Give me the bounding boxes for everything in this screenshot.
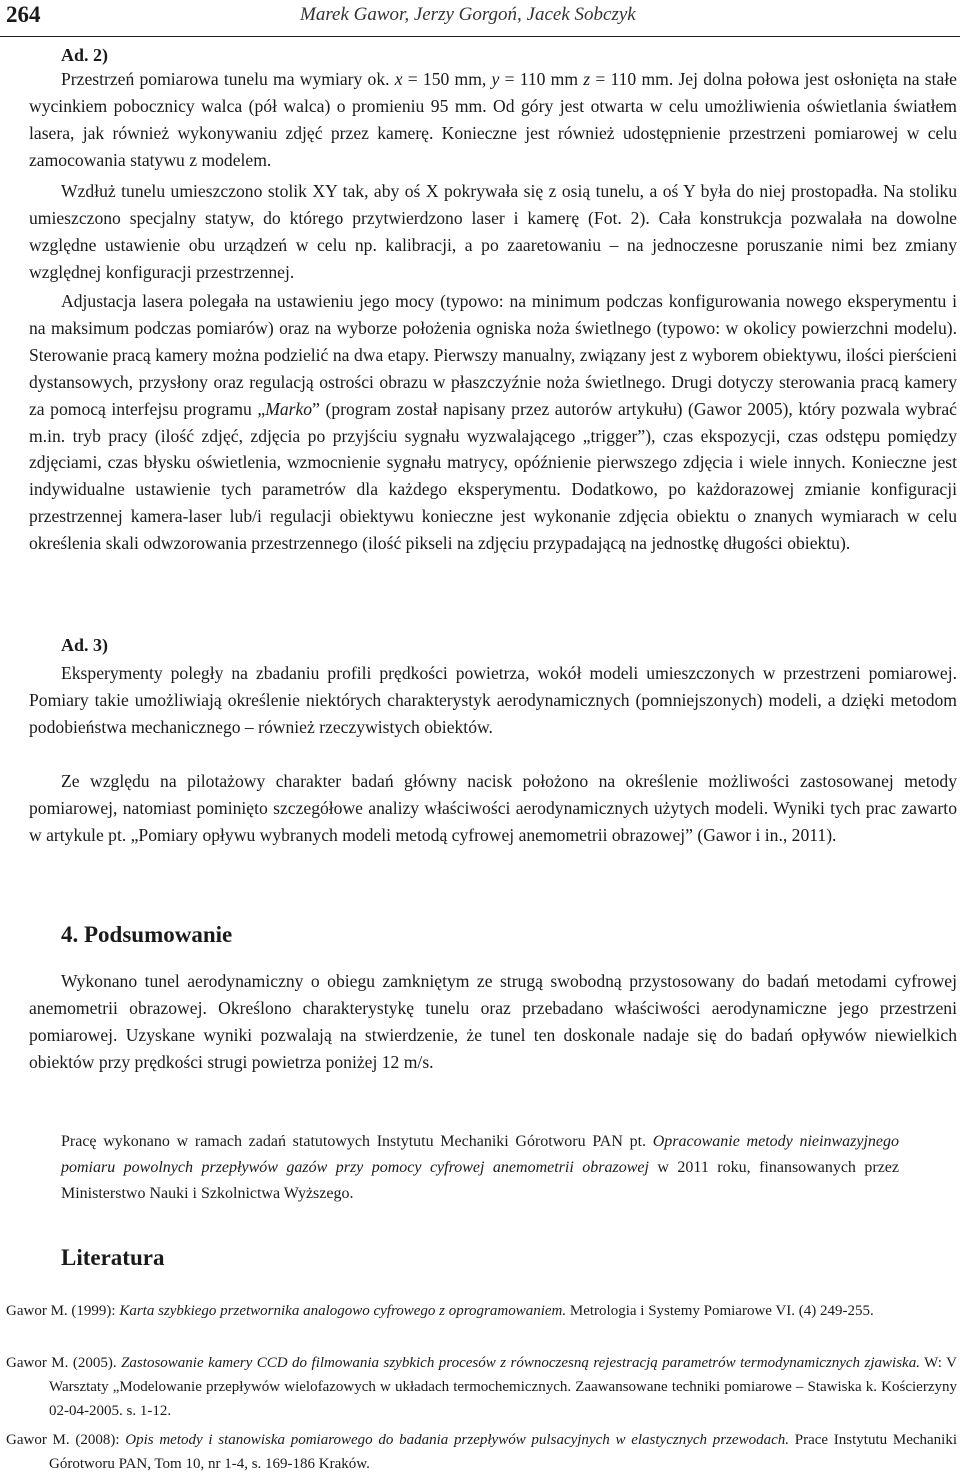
page-number: 264: [6, 2, 41, 27]
page-header: [0, 0, 960, 38]
reference-item: Gawor M. (1999): Karta szybkiego przetwornika analogowo cyfrowego z oprogramowaniem. Metrologia i Systemy Pomiarowe VI. (4) 249-255.: [6, 1303, 874, 1319]
ad3-heading: Ad. 3): [61, 635, 109, 655]
reference-item: Gawor M. (2008): Opis metody i stanowiska pomiarowego do badania przepływów pulsacyjnych w elastycznych przewodach. Prace Instytutu Mechaniki Górotworu PAN, Tom 10, nr 1-4, s. 169-186 Kraków.: [6, 1432, 957, 1472]
section-summary-heading: 4. Podsumowanie: [61, 922, 233, 947]
literature-heading: Literatura: [61, 1245, 165, 1270]
ad2-paragraph-1: Przestrzeń pomiarowa tunelu ma wymiary ok. x = 150 mm, y = 110 mm z = 110 mm. Jej dolna połowa jest osłonięta na stałe wycinkiem pobocznicy walca (pół walca) o promieniu 95 mm. Od góry jest otwarta w celu umożliwienia oświetlania światłem lasera, jak również wykonywaniu zdjęć przez kamerę. Konieczne jest również udostępnienie przestrzeni pomiarowej w celu zamocowania statywu z modelem.: [29, 69, 957, 170]
acknowledgement: Pracę wykonano w ramach zadań statutowych Instytutu Mechaniki Górotworu PAN pt. Opracowanie metody nieinwazyjnego pomiaru powolnych przepływów gazów przy pomocy cyfrowej anemometrii obrazowej w 2011 roku, finansowanych przez Ministerstwo Nauki i Szkolnictwa Wyższego.: [61, 1133, 900, 1202]
running-head: Marek Gawor, Jerzy Gorgoń, Jacek Sobczyk: [300, 4, 636, 25]
ad3-paragraph-2: Ze względu na pilotażowy charakter badań główny nacisk położono na określenie możliwości zastosowanej metody pomiarowej, natomiast pominięto szczegółowe analizy właściwości aerodynamicznych użytych modeli. Wyniki tych prac zawarto w artykule pt. „Pomiary opływu wybranych modeli metodą cyfrowej anemometrii obrazowej” (Gawor i in., 2011).: [29, 771, 957, 845]
ad2-paragraph-3: Adjustacja lasera polegała na ustawieniu jego mocy (typowo: na minimum podczas konfigurowania nowego eksperymentu i na maksimum podczas pomiarów) oraz na wyborze położenia ogniska noża świetlnego (typowo: w okolicy powierzchni modelu). Sterowanie pracą kamery można podzielić na dwa etapy. Pierwszy manualny, związany jest z wyborem obiektywu, ilości pierścieni dystansowych, przysłony oraz regulacją ostrości obrazu w płaszczyźnie noża świetlnego. Drugi dotyczy sterowania pracą kamery za pomocą interfejsu programu „Marko” (program został napisany przez autorów artykułu) (Gawor 2005), który pozwala wybrać m.in. tryb pracy (ilość zdjęć, zdjęcia po przyjściu sygnału wyzwalającego „trigger”), czas ekspozycji, czas odstępu pomiędzy zdjęciami, czas błysku oświetlenia, wzmocnienie sygnału matrycy, opóźnienie pierwszego zdjęcia i wiele innych. Konieczne jest indywidualne ustawienie tych parametrów dla każdego eksperymentu. Dodatkowo, po każdorazowej zmianie konfiguracji przestrzennej kamera-laser lub/i regulacji obiektywu konieczne jest wykonanie zdjęcia obiektu o znanych wymiarach w celu określenia skali odwzorowania przestrzennego (ilość pikseli na zdjęciu przypadającą na jednostkę długości obiektu).: [29, 291, 957, 554]
ad2-heading: Ad. 2): [61, 45, 109, 65]
summary-paragraph: Wykonano tunel aerodynamiczny o obiegu zamkniętym ze strugą swobodną przystosowany do badań metodami cyfrowej anemometrii obrazowej. Określono charakterystykę tunelu oraz przebadano właściwości aerodynamiczne jego przestrzeni pomiarowej. Uzyskane wyniki pozwalają na stwierdzenie, że tunel ten doskonale nadaje się do badań opływów niewielkich obiektów przy prędkości strugi powietrza poniżej 12 m/s.: [29, 971, 957, 1072]
header-rule: [0, 36, 960, 37]
ad2-paragraph-2: Wzdłuż tunelu umieszczono stolik XY tak, aby oś X pokrywała się z osią tunelu, a oś Y była do niej prostopadła. Na stoliku umieszczono specjalny statyw, do którego przytwierdzono laser i kamerę (Fot. 2). Cała konstrukcja pozwalała na dowolne względne ustawienie obu urządzeń w celu np. kalibracji, a po zaaretowaniu – na jednoczesne poruszanie nimi bez zmiany względnej konfiguracji przestrzennej.: [29, 181, 957, 282]
ad3-paragraph-1: Eksperymenty poległy na zbadaniu profili prędkości powietrza, wokół modeli umieszczonych w przestrzeni pomiarowej. Pomiary takie umożliwiają określenie niektórych charakterystyk aerodynamicznych (pomniejszonych) modeli, a dzięki metodom podobieństwa mechanicznego – również rzeczywistych obiektów.: [29, 663, 957, 737]
reference-item: Gawor M. (2005). Zastosowanie kamery CCD do filmowania szybkich procesów z równoczesną rejestracją parametrów termodynamicznych zjawiska. W: V Warsztaty „Modelowanie przepływów wielofazowych w układach termochemicznych. Zaawansowane techniki pomiarowe – Stawiska k. Kościerzyny 02-04-2005. s. 1-12.: [6, 1355, 957, 1419]
